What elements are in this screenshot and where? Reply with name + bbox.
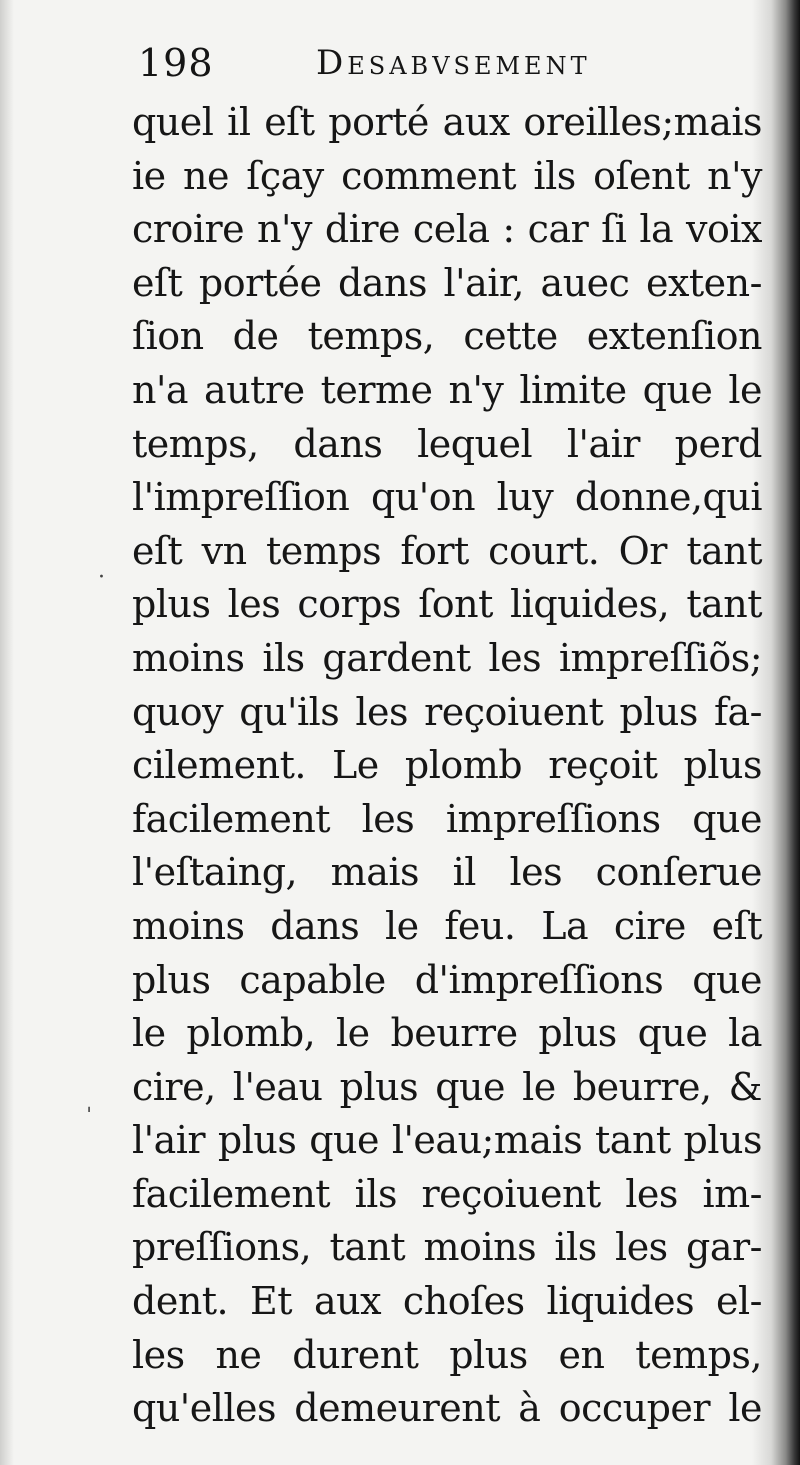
text-line: dent. Et aux choſes liquides el- [132,1279,762,1324]
text-line: cilement. Le plomb reçoit plus [132,743,762,788]
margin-speck: ˌ [86,1090,93,1115]
text-line: preſſions, tant moins ils les gar- [132,1225,762,1270]
text-line: qu'elles demeurent à occuper le [132,1386,762,1431]
text-line: cire, l'eau plus que le beurre, & [132,1064,762,1109]
margin-speck: · [98,565,105,590]
text-line: les ne durent plus en temps, [132,1332,762,1377]
text-line: quel il eſt porté aux oreilles;mais [132,100,762,144]
text-line: facilement les impreſſions que [132,796,762,841]
text-line: plus capable d'impreſſions que [132,957,762,1002]
body-text [132,96,762,1436]
text-line: ie ne ſçay comment ils oſent n'y [132,153,762,198]
text-line: croire n'y dire cela : car ſi la voix [132,207,762,252]
text-line: l'eſtaing, mais il les conſerue [132,850,762,895]
text-line: le plomb, le beurre plus que la [132,1011,762,1056]
text-line: facilement ils reçoiuent les im- [132,1171,762,1216]
text-line: quoy qu'ils les reçoiuent plus fa- [132,689,762,734]
text-line: l'air plus que l'eau;mais tant plus [132,1118,762,1163]
text-line: n'a autre terme n'y limite que le [132,367,762,412]
page-header [138,38,758,88]
text-line: eſt portée dans l'air, auec exten- [132,260,762,305]
text-line: temps, dans lequel l'air perd [132,421,762,466]
text-line: moins dans le feu. La cire eſt [132,903,762,948]
page-number: 198 [138,41,214,85]
page-gutter-shadow [0,0,14,1465]
text-line: plus les corps ſont liquides, tant [132,582,762,627]
running-head: Desabvsement [316,43,591,83]
text-line: l'impreſſion qu'on luy donne,qui [132,475,762,520]
text-line: moins ils gardent les impreſſiõs; [132,635,762,680]
text-line: eſt vn temps fort court. Or tant [132,528,762,573]
text-line: ſion de temps, cette extenſion [132,314,762,359]
